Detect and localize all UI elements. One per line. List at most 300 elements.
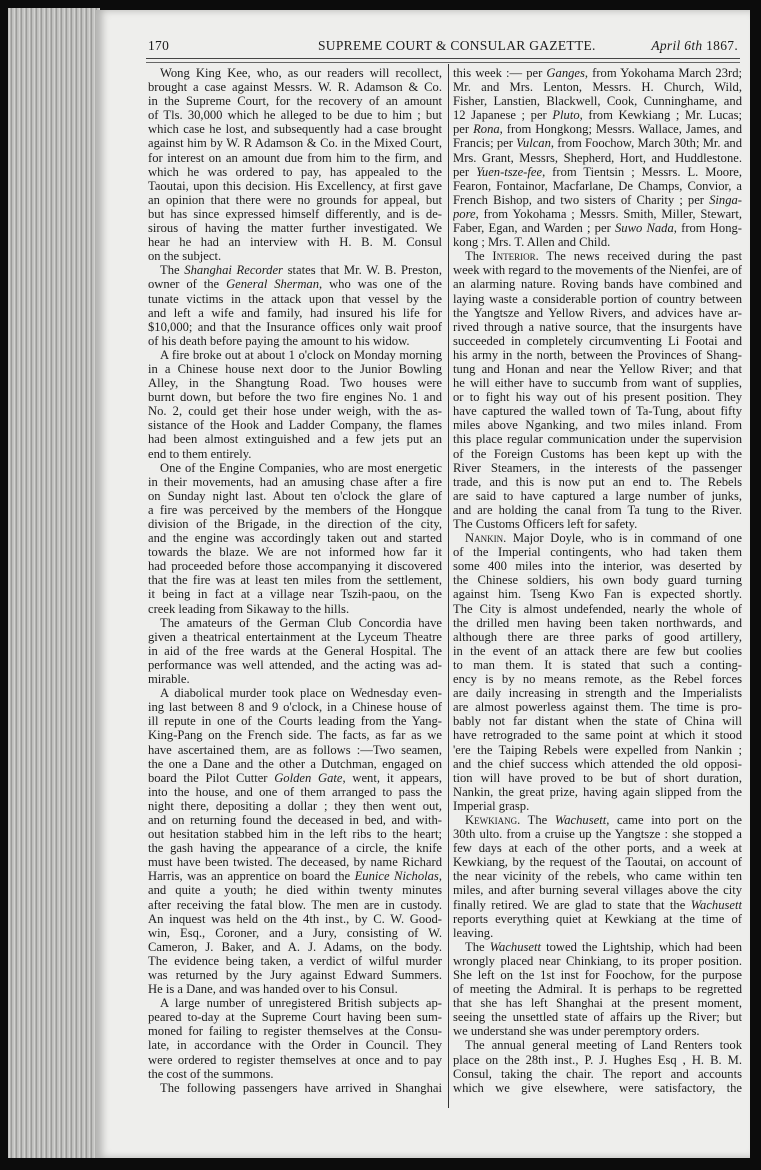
text-run: which he was ordered to pay, has appealed to the [148, 164, 442, 179]
paragraph [148, 686, 442, 996]
italic-text: Pluto [552, 108, 580, 123]
text-line [453, 531, 742, 545]
text-run: end to them entirely. [148, 446, 252, 461]
text-line [148, 179, 442, 193]
text-line [148, 954, 442, 968]
text-run: mirable. [148, 672, 190, 687]
text-line [453, 362, 742, 376]
text-line [148, 151, 442, 165]
text-line [148, 573, 442, 587]
paragraph [148, 1081, 442, 1095]
italic-text: General Sherman [226, 277, 320, 292]
text-line [453, 573, 742, 587]
text-line [148, 686, 442, 700]
text-line [148, 461, 442, 475]
text-run: hear he had an interview with H. B. M. Consul [148, 235, 442, 250]
text-run: this place regular communication under the supervision [453, 432, 742, 447]
text-run: . The [517, 812, 555, 827]
text-line [148, 883, 442, 897]
text-line [148, 334, 442, 348]
text-line [453, 376, 742, 390]
text-run: moned for failing to register themselves at the Consu- [148, 1024, 442, 1039]
text-run: The [160, 263, 185, 278]
text-line [453, 277, 742, 291]
text-run: An inquest was held on the 4th inst., by C. W. Good- [148, 911, 442, 926]
text-line [148, 207, 442, 221]
left-column [148, 66, 442, 1095]
text-run: ency is by no means remote, as the Rebel forces [453, 672, 742, 687]
text-run: had proceeded before those accompanying it discovered [148, 559, 442, 574]
italic-text: pore [453, 206, 476, 221]
text-run: seeing the unsettled state of affairs up the River; but [453, 1010, 742, 1025]
text-run: given a theatrical entertainment at the Lyceum Theatre [148, 629, 442, 644]
text-run: owner of the [148, 277, 227, 292]
text-run: week with regard to the movements of the Nienfei, are of [453, 263, 742, 278]
text-run: but has since expressed himself differently, and is de- [148, 206, 442, 221]
text-run: ill repute in one of the Courts leading from the Yang- [148, 714, 442, 729]
text-run: reports everything quiet at Kewkiang at the time of [453, 911, 742, 926]
text-line [453, 869, 742, 883]
text-run: No. 2, could get their hose under weigh, with the as- [148, 404, 442, 419]
text-run: The City is almost undefended, nearly the whole of [453, 601, 742, 616]
text-line [148, 432, 442, 446]
text-run: , from Yokohama ; Messrs. Smith, Miller, Stewart, [475, 206, 742, 221]
text-run: finally retired. We are glad to state that the [453, 897, 691, 912]
text-line [148, 714, 442, 728]
text-run: Nankin, the great prize, having again slipped from the [453, 784, 742, 799]
text-run: are almost powerless against them. The time is pro- [453, 700, 742, 715]
text-run: per [453, 122, 474, 137]
text-run: the Chinese soldiers, his own body guard turning [453, 573, 742, 588]
small-caps-heading: Kewkiang [465, 812, 518, 827]
text-run: A diabolical murder took place on Wednesday even- [160, 686, 442, 701]
text-line [148, 122, 442, 136]
text-run: win, Esq., Coroner, and a Jury, consisting of W. [148, 925, 442, 940]
text-line [148, 376, 442, 390]
text-line [148, 616, 442, 630]
text-line [453, 432, 742, 446]
text-run: Fearon, Fontainor, Macfarlane, De Champs, Convior, a [453, 178, 742, 193]
text-line [453, 179, 742, 193]
text-line [148, 1024, 442, 1038]
text-line [148, 785, 442, 799]
text-line [453, 348, 742, 362]
text-line [148, 94, 442, 108]
text-run: creek leading from Sikaway to the hills. [148, 601, 350, 616]
text-line [148, 644, 442, 658]
text-run: Harris, was an apprentice on board the [148, 869, 355, 884]
text-run: Consul, taking the chair. The report and accounts [453, 1066, 742, 1081]
text-run: have ascertained them, are as follows :—Two seamen, [148, 742, 442, 757]
text-run: this week :— per [453, 66, 547, 80]
text-line [148, 249, 442, 263]
text-run: and are holding the canal from Ta tung to the River. [453, 502, 742, 517]
page-stack-edges [8, 8, 100, 1158]
text-line [148, 827, 442, 841]
text-run: few days at each of the other ports, and a week at [453, 841, 742, 856]
italic-text: Wachusett [690, 897, 742, 912]
text-line [148, 757, 442, 771]
date-day: 6th [684, 38, 703, 53]
text-run: brought a case against Messrs. W. R. Adamson & Co. [148, 80, 442, 95]
text-run: , from Hong- [673, 221, 742, 236]
text-line [453, 700, 742, 714]
text-run: Kewkiang, by the request of the Taoutai, on account of [453, 855, 742, 870]
text-run: the one a Dane and the other a Dutchman, engaged on [148, 756, 442, 771]
date-month: April [651, 38, 681, 53]
text-run: for interest on an amount due from him to the firm, and [148, 150, 442, 165]
text-line [453, 940, 742, 954]
text-line [453, 1081, 742, 1095]
text-run: which we give elsewhere, were satisfactory, the [453, 1080, 742, 1095]
text-line [453, 616, 742, 630]
text-line [148, 503, 442, 517]
text-run: Imperial grasp. [453, 798, 530, 813]
text-run: night there, depositing a dollar ; they then went out, [148, 798, 442, 813]
text-run: . Major Doyle, who is in command of one [503, 531, 742, 546]
text-run: the near vicinity of the rebels, who came within ten [453, 869, 742, 884]
text-run: Fisher, Lanstien, Blackwell, Cook, Cunninghame, and [453, 94, 742, 109]
text-run: succeeded in completely circumventing Li Footai and [453, 333, 742, 348]
text-run: , from Yokohama March 23rd; [584, 66, 742, 80]
text-line [148, 221, 442, 235]
text-line [453, 221, 742, 235]
paragraph [148, 348, 442, 461]
text-line [453, 968, 742, 982]
text-line [148, 771, 442, 785]
text-run: Cameron, J. Baker, and A. J. Adams, on the body. [148, 939, 442, 954]
text-line [453, 954, 742, 968]
text-run: , who was one of the [319, 277, 442, 292]
text-run: tung and Honan and near the Yellow River; and that [453, 361, 742, 376]
text-run: ing last between 8 and 9 o'clock, in a Chinese house of [148, 700, 442, 715]
text-run: on Sunday night last. About ten o'clock the glare of [148, 488, 442, 503]
text-line [148, 66, 442, 80]
text-run: Faber, Egan, and Warden ; per [453, 221, 615, 236]
text-run: and the engine was accordingly taken out and started [148, 531, 442, 546]
italic-text: Singa- [709, 192, 742, 207]
text-line [148, 404, 442, 418]
text-line [148, 489, 442, 503]
text-line [148, 136, 442, 150]
text-line [453, 263, 742, 277]
text-run: an alarming nature. Roving bands have combined and [453, 277, 742, 292]
issue-date [651, 38, 738, 54]
text-line [453, 771, 742, 785]
text-line [453, 898, 742, 912]
text-line [148, 813, 442, 827]
text-run: 'ere the Taiping Rebels were expelled from Nankin ; [453, 742, 742, 757]
text-run: . The news received during the past [535, 249, 742, 264]
text-run: , from Kewkiang ; Mr. Lucas; [579, 108, 742, 123]
text-run: in a Chinese house next door to the Junior Bowling [148, 361, 442, 376]
text-line [148, 630, 442, 644]
text-line [148, 193, 442, 207]
text-line [148, 940, 442, 954]
text-line [453, 841, 742, 855]
text-run: into the house, and one of them arranged to pass the [148, 784, 442, 799]
text-line [453, 1010, 742, 1024]
paragraph [453, 1038, 742, 1094]
italic-text: Rona [473, 122, 500, 137]
text-line [453, 827, 742, 841]
text-line [453, 66, 742, 80]
text-run: trade, and this is now put an end to. The Rebels [453, 474, 742, 489]
text-run: sistance of the Hook and Ladder Company, the flames [148, 418, 442, 433]
paragraph [453, 66, 742, 249]
text-line [453, 743, 742, 757]
text-run: the cost of the summons. [148, 1066, 274, 1081]
text-run: out hesitation stabbed him in the left ribs to the heart; [148, 827, 442, 842]
text-line [453, 855, 742, 869]
text-line [453, 80, 742, 94]
text-line [148, 292, 442, 306]
column-divider [448, 64, 449, 1108]
text-run: Mr. and Mrs. Lenton, Messrs. H. Church, Wild, [453, 80, 742, 95]
text-run: performance was well attended, and the acting was ad- [148, 657, 442, 672]
text-line [453, 1024, 742, 1038]
text-run: that she has left Shanghai at the present moment, [453, 996, 742, 1011]
text-run: are daily increasing in strength and the Imperialists [453, 686, 742, 701]
text-line [453, 1053, 742, 1067]
text-run: and the chief success which attended the old opposi- [453, 756, 742, 771]
text-run: The amateurs of the German Club Concordia have [160, 615, 442, 630]
text-line [453, 418, 742, 432]
text-line [453, 602, 742, 616]
text-line [148, 1081, 442, 1095]
text-line [148, 855, 442, 869]
text-line [148, 1067, 442, 1081]
text-line [453, 292, 742, 306]
text-line [453, 404, 742, 418]
text-run: French Bishop, and two sisters of Charity ; per [453, 192, 710, 207]
text-line [148, 263, 442, 277]
text-run: have captured the walled town of Ta-Tung, about fifty [453, 404, 742, 419]
text-line [148, 1038, 442, 1052]
text-run: miles above Nganking, and two miles inland. From [453, 418, 742, 433]
text-line [453, 785, 742, 799]
italic-text: Vulcan [516, 136, 551, 151]
italic-text: Shanghai Recorder [184, 263, 283, 278]
text-run: board the Pilot Cutter [148, 770, 275, 785]
text-line [453, 151, 742, 165]
text-line [453, 559, 742, 573]
newspaper-page [96, 10, 750, 1158]
text-run: in the Supreme Court, for the recovery of an amount [148, 94, 442, 109]
text-run: in the event of an attack there are few but coolies [453, 643, 742, 658]
text-line [148, 912, 442, 926]
text-run: Taoutai, upon this decision. His Excellency, at first gave [148, 178, 442, 193]
text-line [453, 1067, 742, 1081]
text-run: burnt down, but before the two fire engines No. 1 and [148, 390, 442, 405]
text-run: Francis; per [453, 136, 517, 151]
text-line [148, 672, 442, 686]
text-line [148, 968, 442, 982]
text-run: laying waste a considerable portion of country between [453, 291, 742, 306]
italic-text: Wachusett [489, 939, 542, 954]
text-line [148, 165, 442, 179]
italic-text: Yuen-tsze-fee [476, 164, 543, 179]
text-run: sirous of having the matter further investigated. We [148, 221, 442, 236]
text-line [453, 249, 742, 263]
text-run: rived through a native source, that the insurgents have [453, 319, 742, 334]
paragraph [453, 531, 742, 813]
paragraph [453, 940, 742, 1039]
text-line [148, 869, 442, 883]
text-line [453, 1038, 742, 1052]
italic-text: Suwo Nada [614, 221, 674, 236]
text-line [148, 362, 442, 376]
text-run: , from Hongkong; Messrs. Wallace, James, and [499, 122, 742, 137]
text-line [453, 996, 742, 1010]
text-run: against him. Tseng Kwo Fan is expected shortly. [453, 587, 742, 602]
text-run: states that Mr. W. B. Preston, [282, 263, 442, 278]
text-line [148, 531, 442, 545]
text-run: of Tls. 30,000 which he alleged to be due to him ; but [148, 108, 442, 123]
text-run: The following passengers have arrived in Shanghai [160, 1080, 442, 1095]
paragraph [148, 263, 442, 348]
header-rule [146, 58, 740, 63]
text-line [148, 277, 442, 291]
text-line [453, 545, 742, 559]
text-run: in their movements, had an amusing chase after a fire [148, 474, 442, 489]
text-run: A large number of unregistered British subjects ap- [160, 996, 442, 1011]
text-run: , from Tientsin ; Messrs. L. Moore, [542, 164, 742, 179]
text-run: 30th ulto. from a cruise up the Yangtsze : she stopped a [453, 827, 742, 842]
text-run: and on returning found the deceased in bed, and with- [148, 812, 442, 827]
text-line [148, 602, 442, 616]
text-line [453, 644, 742, 658]
text-line [148, 235, 442, 249]
text-run: River Steamers, in the interests of the passenger [453, 460, 742, 475]
text-run: King-Pang on the French side. The facts, as far as we [148, 728, 442, 743]
text-line [453, 475, 742, 489]
text-run: was returned by the Jury against Edward Summers. [148, 968, 442, 982]
text-line [453, 207, 742, 221]
paragraph [148, 461, 442, 616]
text-line [453, 813, 742, 827]
text-run: , came into port on the [606, 812, 742, 827]
text-line [148, 390, 442, 404]
text-line [148, 1053, 442, 1067]
text-line [453, 390, 742, 404]
text-run: it being in fact at a village near Tszih-paou, on the [148, 587, 442, 602]
text-run: the drilled men having been taken northwards, and [453, 615, 742, 630]
text-line [453, 630, 742, 644]
text-run: The evidence being taken, a verdict of wilful murder [148, 953, 442, 968]
text-run: , [438, 869, 442, 884]
text-run: we understand she was under peremptory orders. [453, 1024, 700, 1039]
text-run: The [465, 939, 490, 954]
text-line [453, 587, 742, 601]
date-year: 1867. [706, 38, 738, 53]
text-line [453, 334, 742, 348]
text-run: against him by W. R Adamson & Co. in the Mixed Court, [148, 136, 442, 151]
paragraph [453, 249, 742, 531]
text-run: must have been twisted. The deceased, by name Richard [148, 855, 442, 870]
text-line [148, 982, 442, 996]
small-caps-heading: Nankin [465, 531, 504, 546]
text-run: wrongly placed near Chinkiang, to its proper position. [453, 953, 742, 968]
text-run: or to fight his way out of his present position. They [453, 390, 742, 405]
text-line [148, 80, 442, 94]
text-run: on the subject. [148, 249, 222, 264]
text-run: A fire broke out at about 1 o'clock on Monday morning [160, 347, 442, 362]
text-run: kong ; Mrs. T. Allen and Child. [453, 235, 611, 250]
text-run: tion will have proved to be but of short duration, [453, 770, 742, 785]
text-run: One of the Engine Companies, who are most energetic [160, 460, 442, 475]
text-line [453, 517, 742, 531]
text-line [148, 587, 442, 601]
text-run: Wong King Kee, who, as our readers will recollect, [160, 66, 442, 80]
text-line [148, 545, 442, 559]
page-number: 170 [148, 38, 170, 53]
text-run: the gash having the appearance of a circle, the knife [148, 841, 442, 856]
text-line [453, 235, 742, 249]
text-line [453, 165, 742, 179]
text-run: late, in accordance with the Order in Council. They [148, 1038, 442, 1053]
text-line [148, 799, 442, 813]
text-run: are said to have captured a large number of junks, [453, 488, 742, 503]
text-line [148, 841, 442, 855]
text-run: his army in the north, between the Provinces of Shang- [453, 347, 742, 362]
text-line [148, 700, 442, 714]
text-run: , from Foochow, March 30th; Mr. and [550, 136, 742, 151]
text-line [148, 658, 442, 672]
text-line [453, 461, 742, 475]
text-run: She left on the 1st inst for Foochow, for the purpose [453, 968, 742, 982]
text-run: per [453, 164, 477, 179]
text-line [148, 108, 442, 122]
text-line [453, 883, 742, 897]
italic-text: Golden Gate [274, 770, 343, 785]
text-run: which case he lost, and subsequently had a case brought [148, 122, 442, 137]
text-line [453, 757, 742, 771]
italic-text: Ganges [546, 66, 585, 80]
text-run: in aid of the free wards at the General Hospital. The [148, 643, 442, 658]
text-line [453, 686, 742, 700]
text-line [453, 503, 742, 517]
text-line [148, 348, 442, 362]
text-run: tunate victims in the attack upon that vessel by the [148, 291, 442, 306]
paragraph [148, 616, 442, 686]
text-run: He is a Dane, and was handed over to his Consul. [148, 982, 398, 997]
text-line [148, 898, 442, 912]
text-line [453, 193, 742, 207]
paragraph [453, 813, 742, 940]
text-run: division of the Brigade, in the direction of the city, [148, 517, 442, 531]
running-header [148, 38, 738, 54]
text-run: bably not far distant when the state of China will [453, 714, 742, 729]
text-line [148, 447, 442, 461]
right-column [453, 66, 742, 1095]
text-line [453, 714, 742, 728]
text-run: had been almost extinguished and a few jets put an [148, 432, 442, 447]
text-line [453, 447, 742, 461]
text-line [453, 94, 742, 108]
text-run: leaving. [453, 925, 494, 940]
text-run: of his death before paying the amount to his widow. [148, 333, 410, 348]
text-line [148, 743, 442, 757]
text-run: and quite a youth; he died within twenty minutes [148, 883, 442, 898]
text-line [453, 108, 742, 122]
text-run: a fire was perceived by the members of the Hongque [148, 502, 442, 517]
text-run: The Customs Officers left for safety. [453, 517, 638, 531]
text-run: of meeting the Admiral. It is perhaps to be regretted [453, 982, 742, 997]
text-run: towards the blaze. We are not informed how far it [148, 545, 442, 560]
text-run: Mrs. Grant, Messrs, Shepherd, Hort, and Huddlestone. [453, 150, 742, 165]
text-line [453, 672, 742, 686]
